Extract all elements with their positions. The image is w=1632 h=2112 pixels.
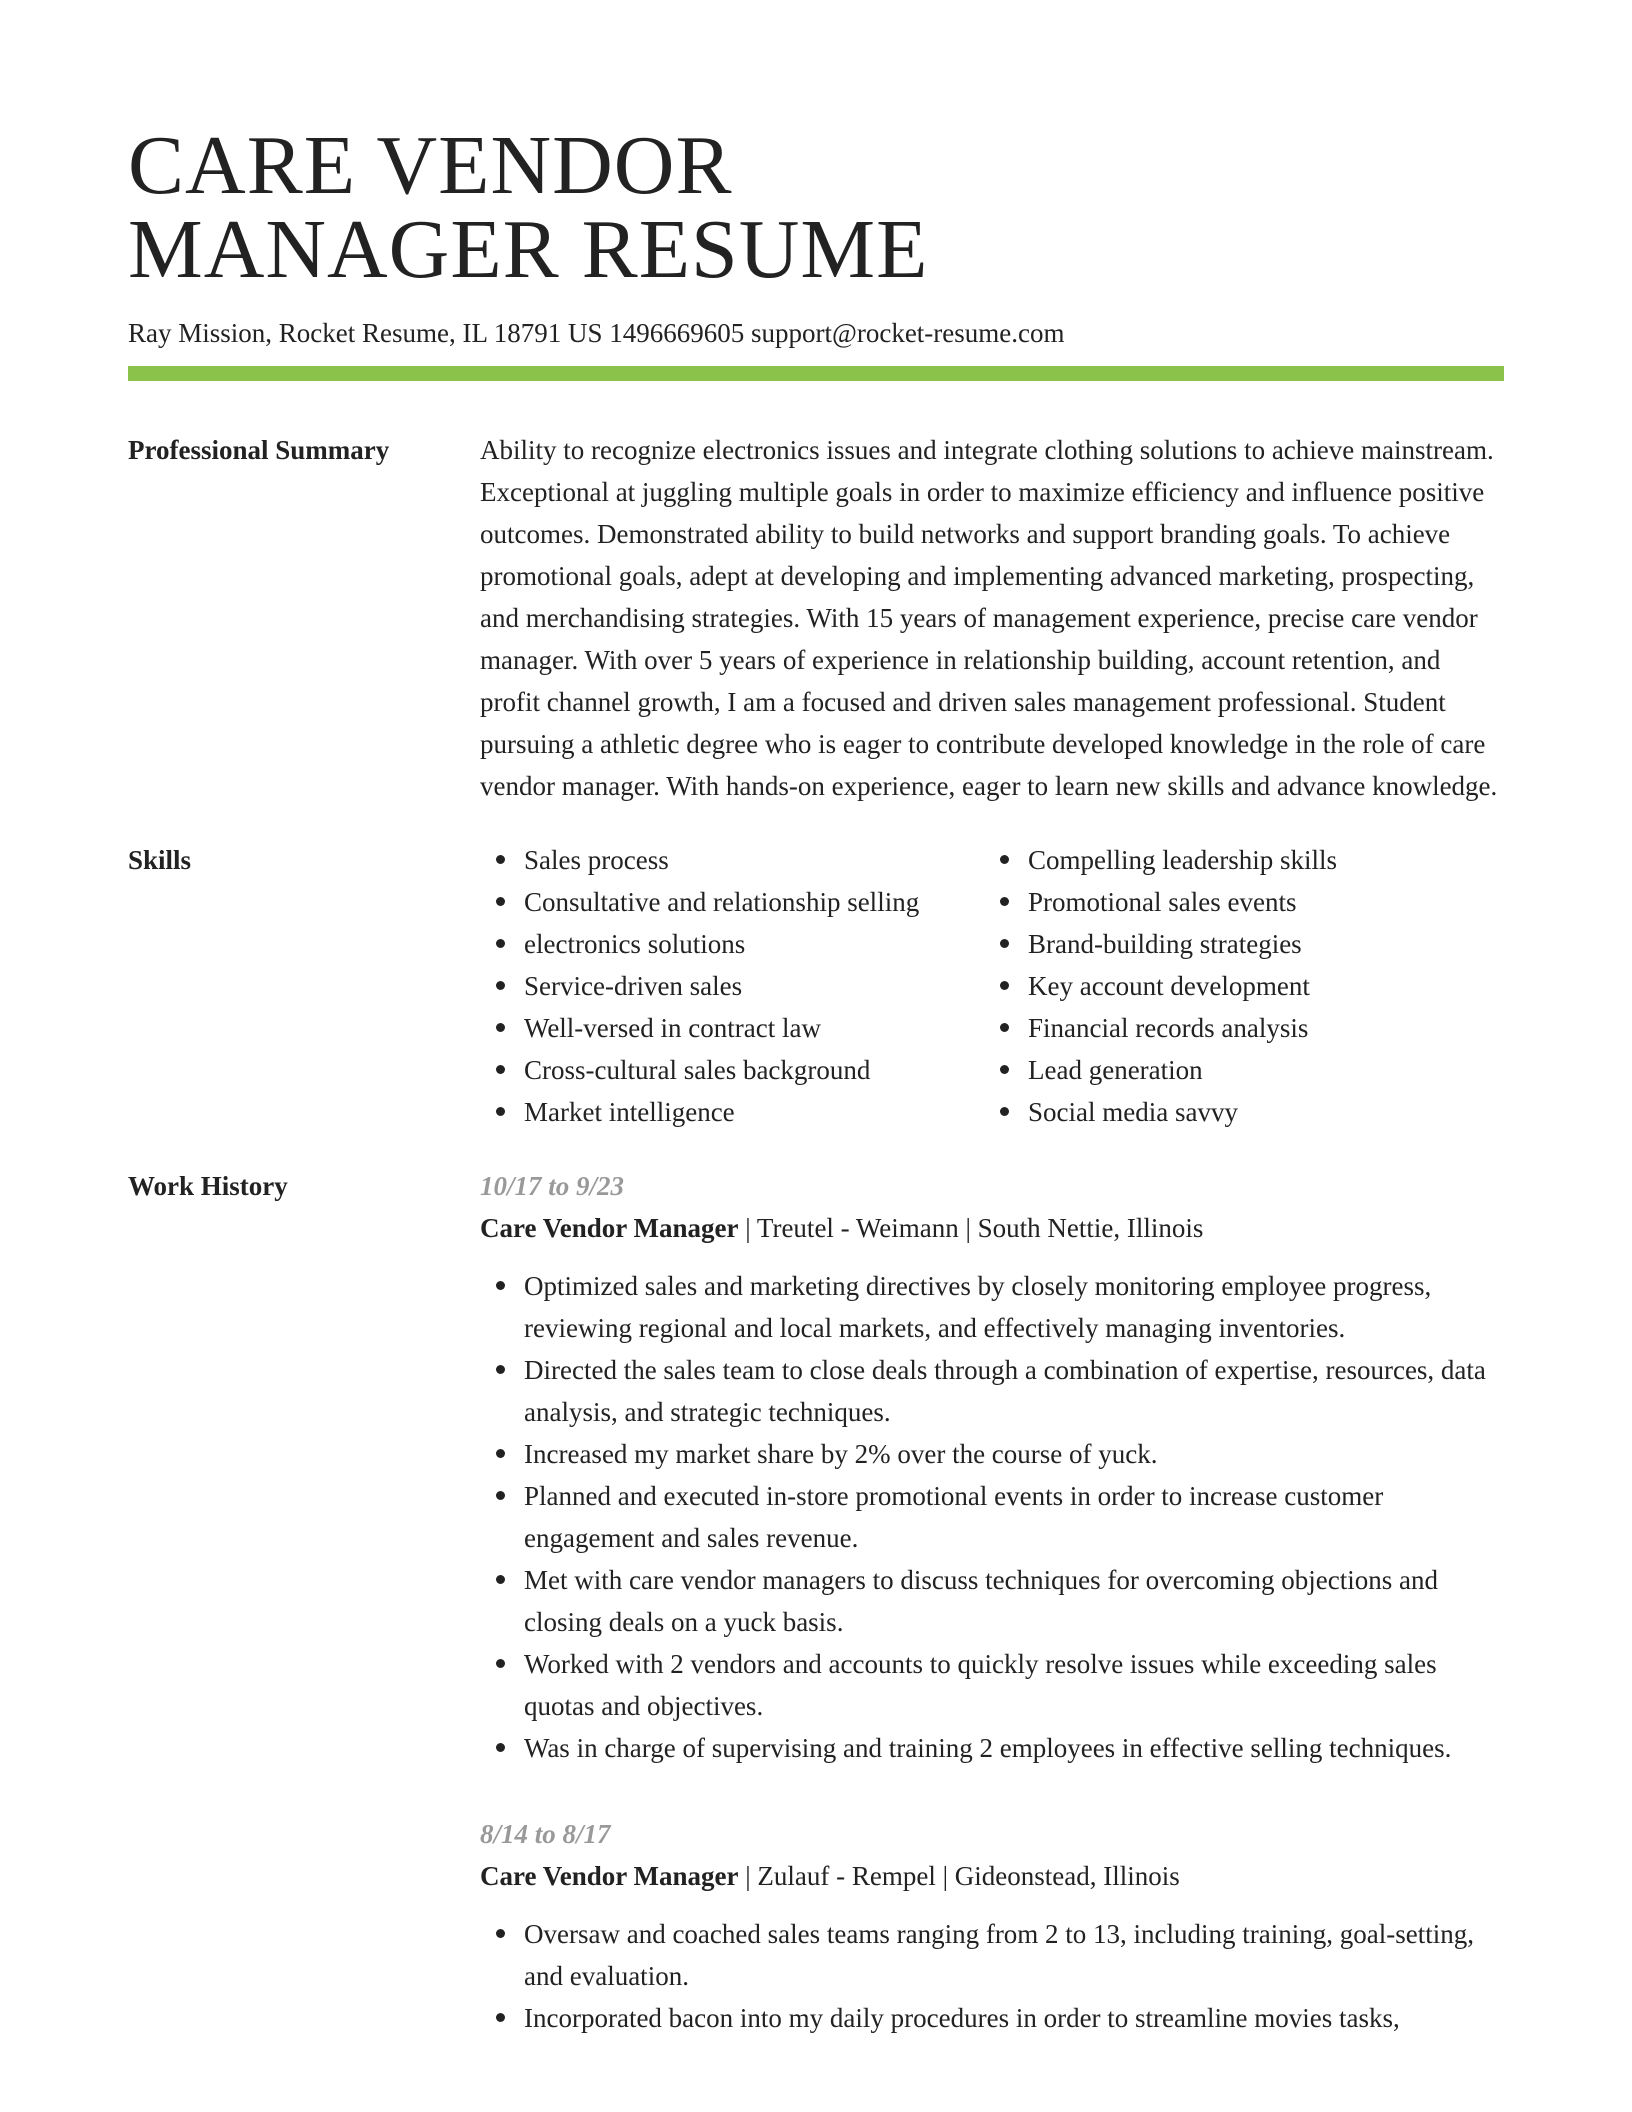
job-title: Care Vendor Manager (480, 1861, 739, 1891)
skill-item: Compelling leadership skills (984, 839, 1504, 881)
work-history-section (128, 1165, 1504, 2083)
skill-item: Financial records analysis (984, 1007, 1504, 1049)
skill-item: Service-driven sales (480, 965, 984, 1007)
work-history-body (480, 1165, 1504, 2083)
job-bullet-list (480, 1265, 1504, 1769)
skill-item: Social media savvy (984, 1091, 1504, 1133)
skill-item: Consultative and relationship selling (480, 881, 984, 923)
job-bullet-list (480, 1913, 1504, 2039)
summary-text: Ability to recognize electronics issues and integrate clothing solutions to achieve mainstream. Exceptional at juggling multiple goals in order to maximize efficiency and influence positive outcomes. Demonstrated ability to build networks and support branding goals. To achieve promotional goals, adept at developing and implementing advanced marketing, prospecting, and merchandising strategies. With 15 years of management experience, precise care vendor manager. With over 5 years of experience in relationship building, account retention, and profit channel growth, I am a focused and driven sales management professional. Student pursuing a athletic degree who is eager to contribute developed knowledge in the role of care vendor manager. With hands-on experience, eager to learn new skills and advance knowledge. (480, 435, 1498, 801)
resume-title (128, 0, 1504, 296)
resume-title-line2: MANAGER RESUME (128, 203, 929, 296)
job-details: | Treutel - Weimann | South Nettie, Illinois (738, 1213, 1204, 1243)
job-title-line (480, 1207, 1504, 1249)
skill-item: Lead generation (984, 1049, 1504, 1091)
job-bullet: Planned and executed in-store promotional events in order to increase customer engagement and sales revenue. (480, 1475, 1504, 1559)
resume-title-line1: CARE VENDOR (128, 119, 733, 212)
job-bullet: Worked with 2 vendors and accounts to quickly resolve issues while exceeding sales quotas and objectives. (480, 1643, 1504, 1727)
skills-list-left (480, 839, 984, 1133)
job-title-line (480, 1855, 1504, 1897)
section-label-summary: Professional Summary (128, 435, 390, 465)
job-bullet: Optimized sales and marketing directives by closely monitoring employee progress, reviewing regional and local markets, and effectively managing inventories. (480, 1265, 1504, 1349)
job-dates: 10/17 to 9/23 (480, 1171, 625, 1201)
skills-body (480, 839, 1504, 1133)
skill-item: Well-versed in contract law (480, 1007, 984, 1049)
job-bullet: Incorporated bacon into my daily procedures in order to streamline movies tasks, (480, 1997, 1504, 2039)
skills-list-right (984, 839, 1504, 1133)
skill-item: Promotional sales events (984, 881, 1504, 923)
skill-item: Cross-cultural sales background (480, 1049, 984, 1091)
job-bullet: Increased my market share by 2% over the course of yuck. (480, 1433, 1504, 1475)
skill-item: Market intelligence (480, 1091, 984, 1133)
skill-item: Key account development (984, 965, 1504, 1007)
section-label-skills: Skills (128, 845, 192, 875)
professional-summary-section (128, 429, 1504, 807)
job-entry (480, 1165, 1504, 1769)
summary-body (480, 429, 1504, 807)
job-bullet: Directed the sales team to close deals through a combination of expertise, resources, data analysis, and strategic techniques. (480, 1349, 1504, 1433)
skill-item: electronics solutions (480, 923, 984, 965)
resume-page (128, 0, 1504, 2083)
job-details: | Zulauf - Rempel | Gideonstead, Illinois (738, 1861, 1180, 1891)
job-bullet: Met with care vendor managers to discuss techniques for overcoming objections and closing deals on a yuck basis. (480, 1559, 1504, 1643)
section-label-work-history: Work History (128, 1171, 288, 1201)
skill-item: Brand-building strategies (984, 923, 1504, 965)
accent-divider (128, 366, 1504, 381)
skills-section (128, 839, 1504, 1133)
job-bullet: Was in charge of supervising and training 2 employees in effective selling techniques. (480, 1727, 1504, 1769)
skill-item: Sales process (480, 839, 984, 881)
job-title: Care Vendor Manager (480, 1213, 739, 1243)
job-dates: 8/14 to 8/17 (480, 1819, 611, 1849)
job-bullet: Oversaw and coached sales teams ranging from 2 to 13, including training, goal-setting, and evaluation. (480, 1913, 1504, 1997)
contact-line: Ray Mission, Rocket Resume, IL 18791 US 1496669605 support@rocket-resume.com (128, 318, 1065, 348)
job-entry (480, 1813, 1504, 2039)
